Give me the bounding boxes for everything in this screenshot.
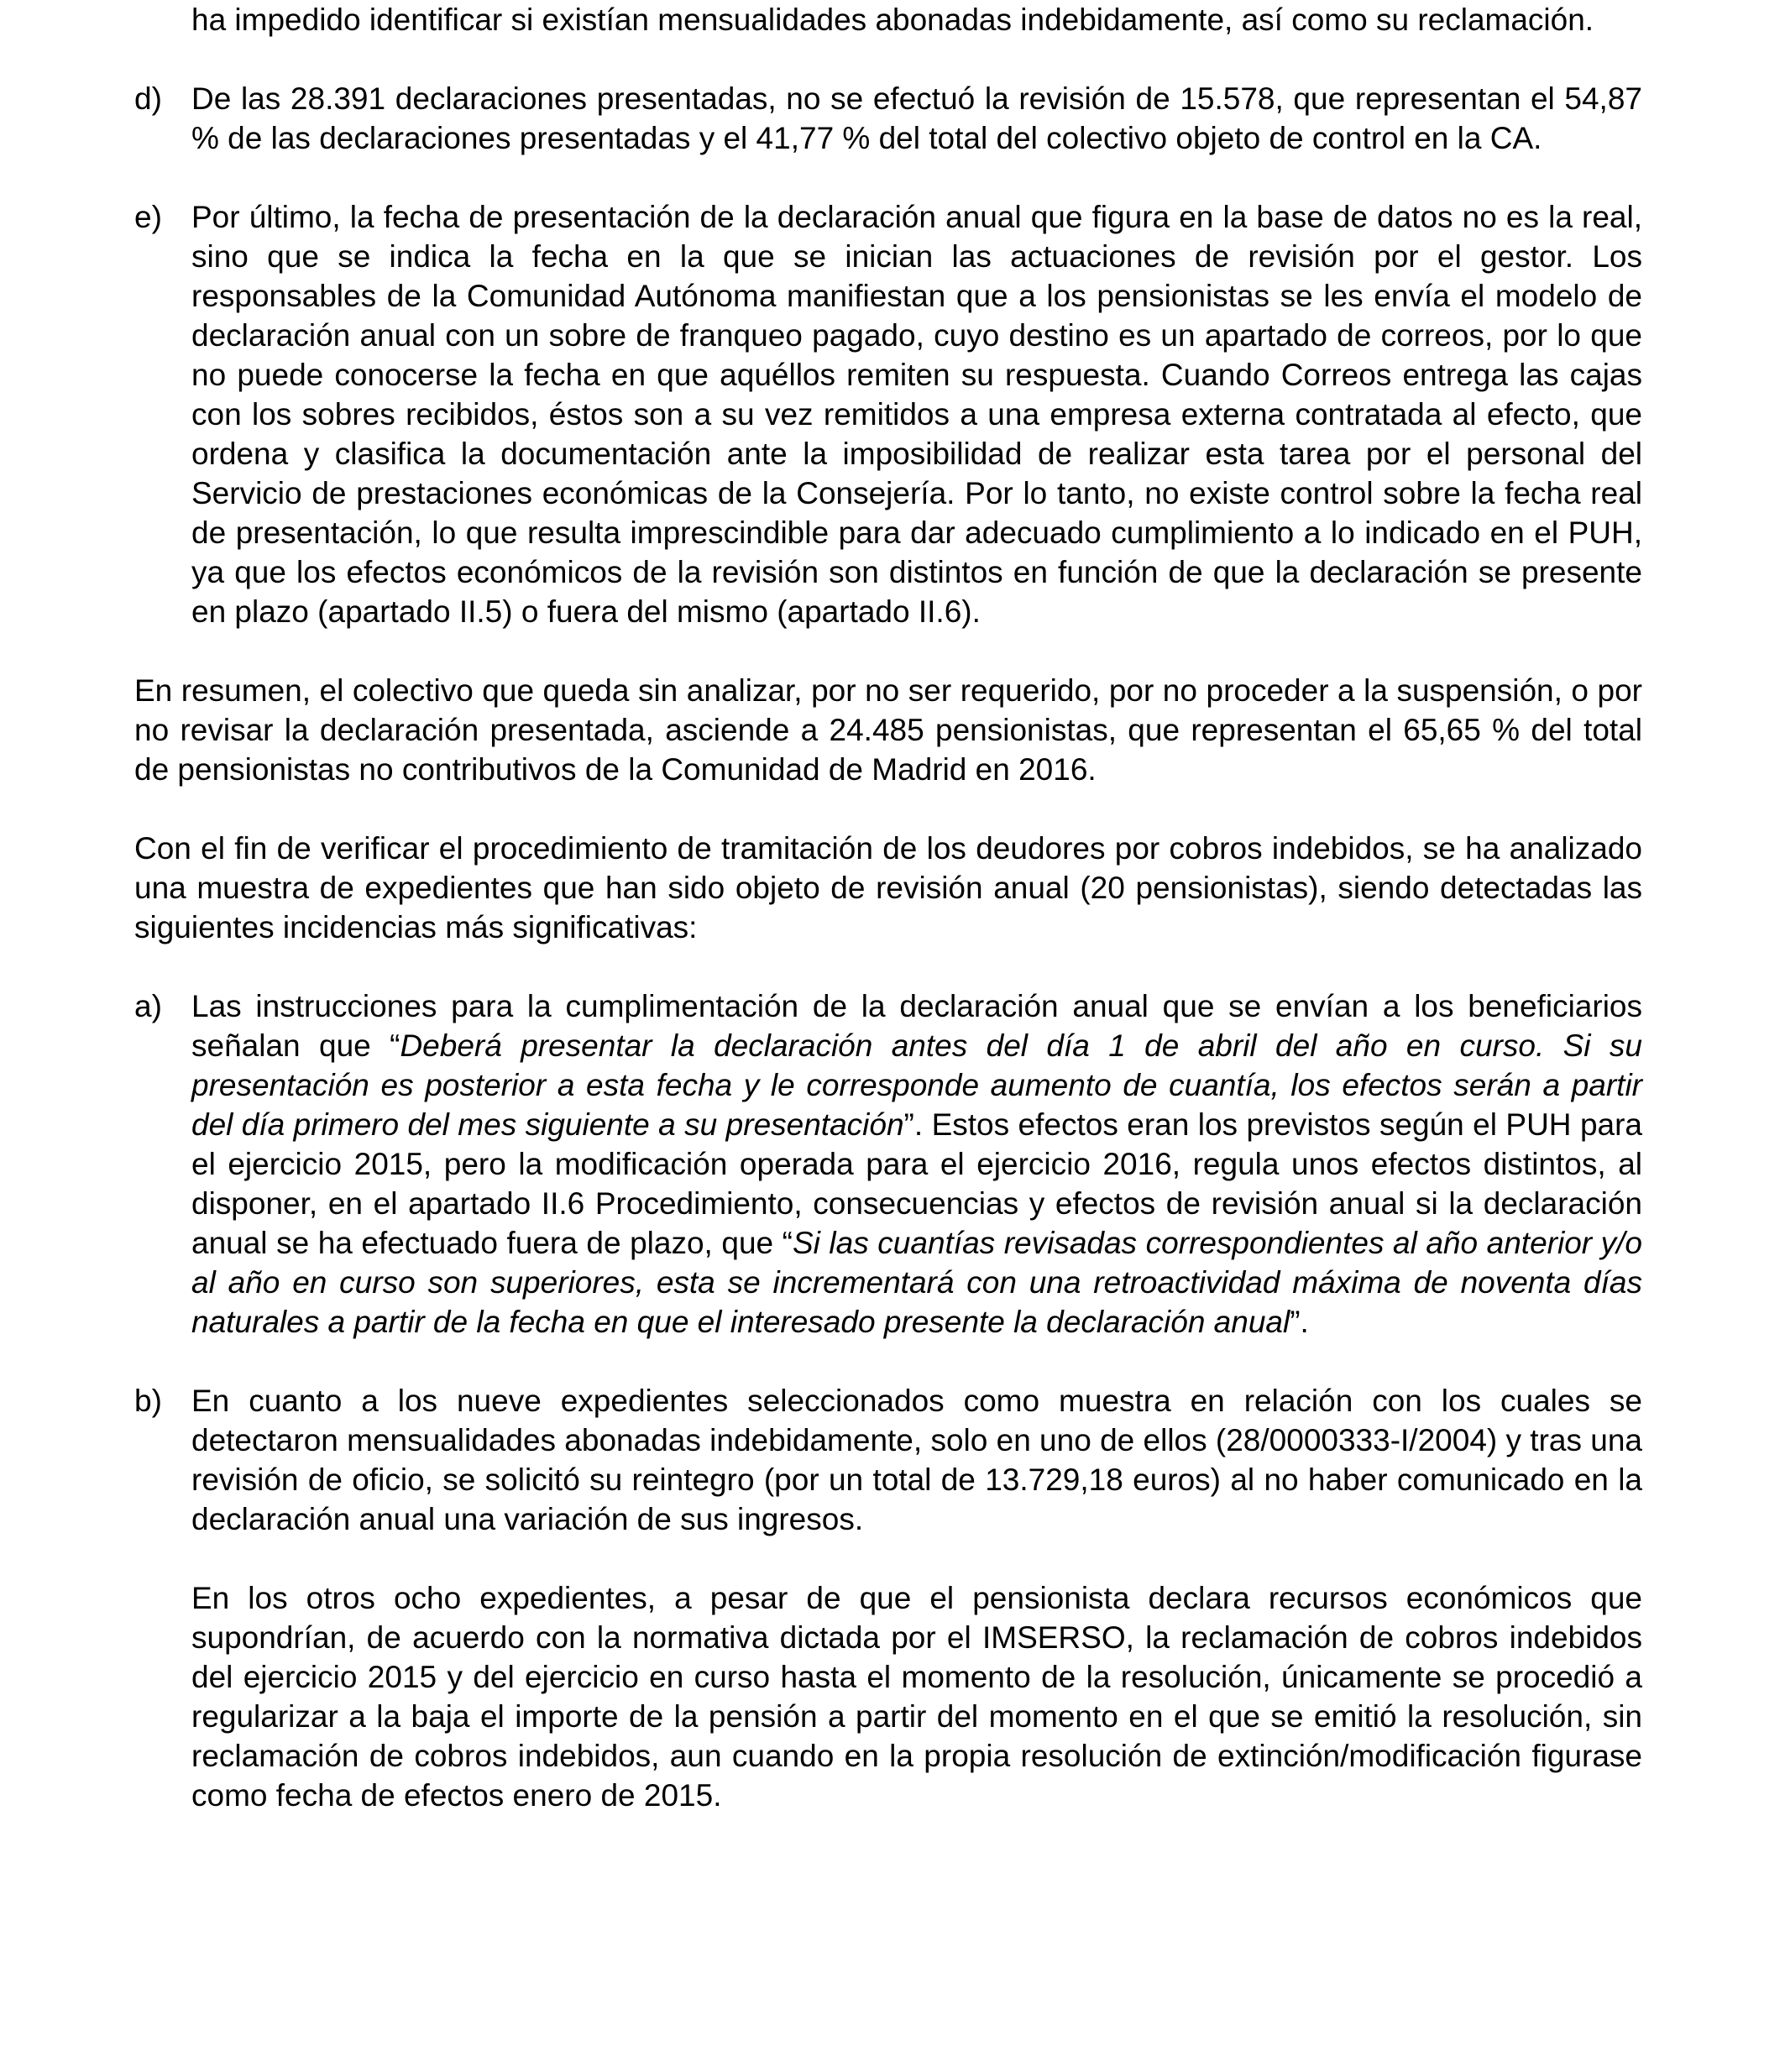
text-a-part1: Las instrucciones para la cumplimentación de la declaración anual que se envían a los beneficiarios señalan que “ bbox=[191, 989, 1642, 1063]
quote-a-2: Si las cuantías revisadas correspondientes al año anterior y/o al año en curso son superiores, esta se incrementará con una retroactividad máxima de noventa días naturales a partir de la fecha en que el interesado presente la declaración anual bbox=[191, 1226, 1642, 1339]
list-text-a bbox=[191, 986, 1642, 1342]
intro-paragraph: Con el fin de verificar el procedimiento de tramitación de los deudores por cobros indebidos, se ha analizado una muestra de expedientes que han sido objeto de revisión anual (20 pensionistas), siendo detectadas las siguientes incidencias más significativas: bbox=[134, 831, 1642, 944]
text-a-part3: ”. bbox=[1290, 1305, 1309, 1339]
list-text-e: Por último, la fecha de presentación de la declaración anual que figura en la base de datos no es la real, sino que se indica la fecha en la que se inician las actuaciones de revisión por el gestor. Los responsables de la Comunidad Autónoma manifiestan que a los pensionistas se les envía el modelo de declaración anual con un sobre de franqueo pagado, cuyo destino es un apartado de correos, por lo que no puede conocerse la fecha en que aquéllos remiten su respuesta. Cuando Correos entrega las cajas con los sobres recibidos, éstos son a su vez remitidos a una empresa externa contratada al efecto, que ordena y clasifica la documentación ante la imposibilidad de realizar esta tarea por el personal del Servicio de prestaciones económicas de la Consejería. Por lo tanto, no existe control sobre la fecha real de presentación, lo que resulta imprescindible para dar adecuado cumplimiento a lo indicado en el PUH, ya que los efectos económicos de la revisión son distintos en función de que la declaración se presente en plazo (apartado II.5) o fuera del mismo (apartado II.6). bbox=[191, 200, 1642, 629]
list-text-b: En cuanto a los nueve expedientes seleccionados como muestra en relación con los cuales se detectaron mensualidades abonadas indebidamente, solo en uno de ellos (28/0000333-I/2004) y tras una revisión de oficio, se solicitó su reintegro (por un total de 13.729,18 euros) al no haber comunicado en la declaración anual una variación de sus ingresos. bbox=[191, 1384, 1642, 1536]
list-item-a bbox=[134, 986, 1642, 1342]
list-label-e: e) bbox=[134, 200, 162, 234]
summary-paragraph: En resumen, el colectivo que queda sin analizar, por no ser requerido, por no proceder a la suspensión, o por no revisar la declaración presentada, asciende a 24.485 pensionistas, que representan el 65,65 % del total de pensionistas no contributivos de la Comunidad de Madrid en 2016. bbox=[134, 673, 1642, 787]
list-label-d: d) bbox=[134, 81, 162, 116]
list-text-d: De las 28.391 declaraciones presentadas, no se efectuó la revisión de 15.578, que representan el 54,87 % de las declaraciones presentadas y el 41,77 % del total del colectivo objeto de control en la CA. bbox=[191, 81, 1642, 155]
quote-a-1: Deberá presentar la declaración antes del día 1 de abril del año en curso. Si su presentación es posterior a esta fecha y le corresponde aumento de cuantía, los efectos serán a partir del día primero del mes siguiente a su presentación bbox=[191, 1028, 1642, 1142]
list-item-b bbox=[134, 1381, 1642, 1539]
list-label-b: b) bbox=[134, 1384, 162, 1418]
text-a-part2: ”. Estos efectos eran los previstos según el PUH para el ejercicio 2015, pero la modificación operada para el ejercicio 2016, regula unos efectos distintos, al disponer, en el apartado II.6 Procedimiento, consecuencias y efectos de revisión anual si la declaración anual se ha efectuado fuera de plazo, que “ bbox=[191, 1107, 1642, 1260]
document-page bbox=[134, 0, 1642, 1815]
list-item-d bbox=[134, 79, 1642, 158]
list-item-b-continuation: En los otros ocho expedientes, a pesar de que el pensionista declara recursos económicos que supondrían, de acuerdo con la normativa dictada por el IMSERSO, la reclamación de cobros indebidos del ejercicio 2015 y del ejercicio en curso hasta el momento de la resolución, únicamente se procedió a regularizar a la baja el importe de la pensión a partir del momento en el que se emitió la resolución, sin reclamación de cobros indebidos, aun cuando en la propia resolución de extinción/modificación figurase como fecha de efectos enero de 2015. bbox=[191, 1581, 1642, 1813]
list-label-a: a) bbox=[134, 989, 162, 1023]
continued-paragraph-c: ha impedido identificar si existían mensualidades abonadas indebidamente, así como su reclamación. bbox=[191, 3, 1594, 37]
list-item-e bbox=[134, 197, 1642, 631]
